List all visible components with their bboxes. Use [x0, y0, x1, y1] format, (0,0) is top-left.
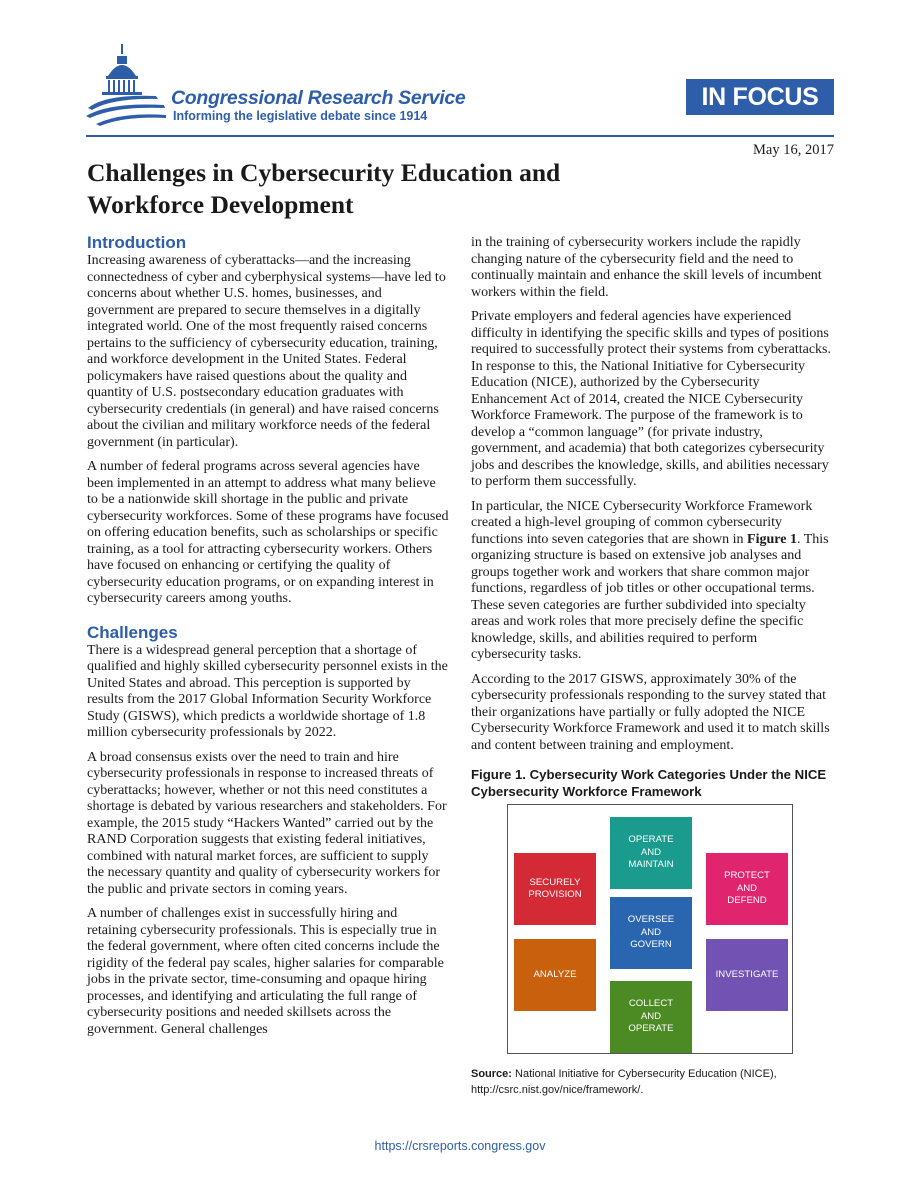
tile-protect-defend: PROTECT AND DEFEND [706, 853, 788, 925]
challenges-heading: Challenges [87, 622, 178, 642]
intro-paragraph-2: A number of federal programs across several agencies have been implemented in an attempt to address what many believe to be a nationwide skill shortage in the public and private cybersecurity workforces. Some of these programs have focused on offering education benefits, such as scholarships or specific training, as a tool for attracting cybersecurity workers. Others have focused on enhancing or certifying the quality of cybersecurity education programs, or on expanding interest in cybersecurity careers among youths. [87, 459, 449, 606]
tile-investigate: INVESTIGATE [706, 939, 788, 1011]
right-paragraph-3 [471, 499, 835, 664]
org-name: Congressional Research Service [171, 87, 466, 109]
source-label: Source: [471, 1068, 512, 1080]
challenges-paragraph-3: A number of challenges exist in successfully hiring and retaining cybersecurity professionals. This is especially true in the federal government, where often cited concerns include the rigidity of the federal pay scales, higher salaries for comparable jobs in the private sector, time-consuming and opaque hiring processes, and identifying and articulating the full range of cybersecurity positions and needed skillsets across the government. General challenges [87, 906, 444, 1037]
footer-link[interactable]: https://crsreports.congress.gov [374, 1139, 546, 1153]
introduction-heading: Introduction [87, 233, 187, 252]
org-tagline: Informing the legislative debate since 1914 [173, 109, 428, 123]
figure-source [471, 1066, 835, 1098]
work-categories-figure [507, 804, 793, 1054]
capitol-dome-logo [86, 42, 172, 130]
figure-reference: Figure 1 [747, 531, 797, 547]
p3-text-before: In particular, the NICE Cybersecurity Workforce Framework created a high-level grouping of common cybersecurity functions into seven categories that are shown in [471, 498, 813, 547]
tile-oversee-govern: OVERSEE AND GOVERN [610, 897, 692, 969]
tile-operate-maintain: OPERATE AND MAINTAIN [610, 817, 692, 889]
right-paragraph-2: Private employers and federal agencies have experienced difficulty in identifying the specific skills and types of positions required to successfully protect their systems from cyberattacks. In response to this, the National Initiative for Cybersecurity Education (NICE), authorized by the Cybersecurity Enhancement Act of 2014, created the NICE Cybersecurity Workforce Framework. The purpose of the framework is to develop a “common language” (for private industry, government, and academia) that both categorizes cybersecurity jobs and describes the knowledge, skills, and abilities necessary to perform them successfully. [471, 309, 831, 489]
header-divider [86, 135, 834, 137]
p3-text-after: . This organizing structure is based on extensive job analyses and groups together work and workers that share common major functions, regardless of job titles or other occupational terms. These seven categories are further subdivided into specialty areas and work roles that more precisely define the specific knowledge, skills, and abilities required to perform cybersecurity tasks. [471, 531, 829, 662]
figure-caption: Figure 1. Cybersecurity Work Categories Under the NICE Cybersecurity Workforce Framework [471, 767, 827, 799]
right-column [471, 235, 835, 1098]
tile-securely-provision: SECURELY PROVISION [514, 853, 596, 925]
publication-date: May 16, 2017 [753, 142, 834, 158]
tile-collect-operate: COLLECT AND OPERATE [610, 981, 692, 1053]
source-text: National Initiative for Cybersecurity Education (NICE), http://csrc.nist.gov/nice/framework/. [471, 1068, 777, 1096]
page-title: Challenges in Cybersecurity Education and Workforce Development [87, 158, 561, 219]
right-paragraph-1: in the training of cybersecurity workers include the rapidly changing nature of the cybersecurity field and the need to continually maintain and enhance the skill levels of incumbent workers within the field. [471, 235, 822, 300]
intro-paragraph-1: Increasing awareness of cyberattacks—and the increasing connectedness of cyber and cyberphysical systems—have led to concerns about whether U.S. homes, businesses, and government are prepared to secure themselves in a digitally integrated world. One of the most frequently raised concerns pertains to the sufficiency of cybersecurity education, training, and workforce development in the United States. Federal policymakers have raised questions about the quality and quantity of U.S. postsecondary education graduates with cybersecurity credentials (in general) and have raised concerns about the civilian and military workforce needs of the federal government (in particular). [87, 253, 446, 450]
challenges-paragraph-2: A broad consensus exists over the need to train and hire cybersecurity professionals in response to increased threats of cyberattacks; however, whether or not this need constitutes a shortage is debated by various researchers and stakeholders. For example, the 2015 study “Hackers Wanted” carried out by the RAND Corporation suggests that existing federal initiatives, combined with natural market forces, are sufficient to supply the necessary quantity and quality of cybersecurity workers for the public and private sectors in coming years. [87, 749, 447, 897]
in-focus-badge: IN FOCUS [686, 79, 834, 115]
right-paragraph-4: According to the 2017 GISWS, approximately 30% of the cybersecurity professionals responding to the survey stated that their organizations have partially or fully adopted the NICE Cybersecurity Workforce Framework and used it to match skills and content between training and employment. [471, 671, 830, 753]
tile-analyze: ANALYZE [514, 939, 596, 1011]
challenges-paragraph-1: There is a widespread general perception that a shortage of qualified and highly skilled cybersecurity personnel exists in the United States and abroad. This perception is supported by results from the 2017 Global Information Security Workforce Study (GISWS), which predicts a worldwide shortage of 1.8 million cybersecurity professionals by 2022. [87, 642, 448, 740]
left-column [87, 232, 449, 1046]
